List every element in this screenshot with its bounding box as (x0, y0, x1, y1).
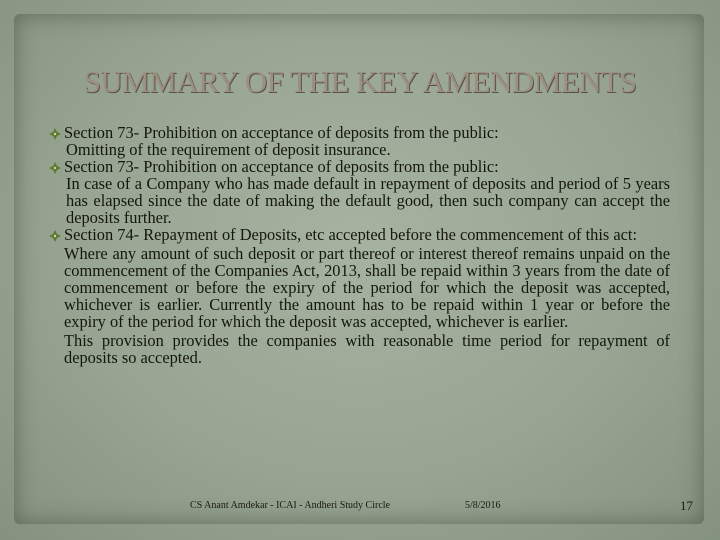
bullet-heading: Section 74- Repayment of Deposits, etc accepted before the commencement of this act: (64, 225, 638, 244)
bullet-text-2: This provision provides the companies with reasonable time period for repayment of deposits so accepted. (64, 331, 670, 367)
bullet-item-2 (64, 158, 670, 226)
slide-content (64, 124, 670, 366)
bullet-text: Omitting of the requirement of deposit insurance. (66, 140, 391, 159)
footer-presenter: CS Anant Amdekar - ICAI - Andheri Study Circle (190, 500, 390, 511)
page-number: 17 (680, 498, 693, 513)
bullet-text: In case of a Company who has made default in repayment of deposits and period of 5 years has elapsed since the date of making the default good, then such company can accept the deposits further. (66, 174, 670, 227)
diamond-bullet-icon (49, 128, 61, 140)
footer-date: 5/8/2016 (465, 500, 501, 511)
bullet-item-3 (64, 226, 670, 366)
bullet-heading: Section 73- Prohibition on acceptance of deposits from the public: (64, 157, 499, 176)
bullet-item-1 (64, 124, 670, 158)
diamond-bullet-icon (49, 230, 61, 242)
slide-title: SUMMARY OF THE KEY AMENDMENTS (83, 64, 637, 99)
bullet-text: Where any amount of such deposit or part thereof or interest thereof remains unpaid on the commencement of the Companies Act, 2013, shall be repaid within 3 years from the date of commencement or before the expiry of the period for which the deposit was accepted, whichever is earlier. Currently the amount has to be repaid within 1 year or before the expiry of the period for which the deposit was accepted, whichever is earlier. (64, 244, 670, 331)
bullet-heading: Section 73- Prohibition on acceptance of deposits from the public: (64, 123, 499, 142)
diamond-bullet-icon (49, 162, 61, 174)
